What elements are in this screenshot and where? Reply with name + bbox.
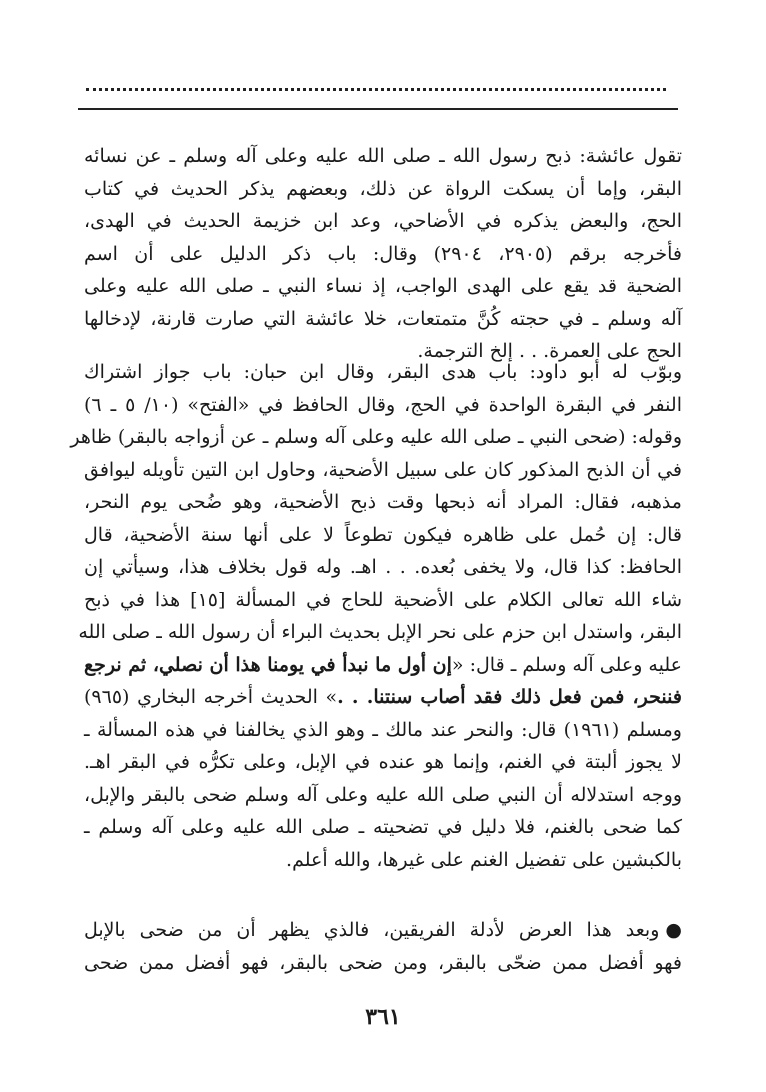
text-line: في أن الذبح المذكور كان على سبيل الأضحية، وحاول ابن التين تأويله ليوافق [84, 458, 682, 481]
text-line: البقر، واستدل ابن حزم على نحر الإبل بحديث البراء أن رسول الله ـ صلى الله [78, 621, 682, 643]
header-rule [78, 108, 678, 110]
text-line: النفر في البقرة الواحدة في الحج، وقال الحافظ في «الفتح» (١٠/ ٥ ـ ٦) [84, 393, 682, 416]
hadith-quote: فننحر، فمن فعل ذلك فقد أصاب سنتنا. . . [337, 686, 682, 708]
paragraph-1 [84, 140, 682, 368]
text-segment: عليه وعلى آله وسلم ـ قال: « [451, 653, 682, 676]
paragraph-2 [70, 356, 682, 876]
text-line: فأخرجه برقم (٢٩٠٥، ٢٩٠٤) وقال: باب ذكر الدليل على أن اسم [84, 242, 682, 265]
text-line: كما ضحى بالغنم، فلا دليل في تضحيته ـ صلى الله عليه وعلى آله وسلم ـ [84, 816, 682, 838]
text-segment: وبعد هذا العرض لأدلة الفريقين، فالذي يظهر أن من ضحى بالإبل [84, 919, 660, 941]
text-line: مذهبه، فقال: المراد أنه ذبحها وقت ذبح الأضحية، وهو ضُحى يوم النحر، [84, 491, 682, 513]
text-line: قال: إن حُمل على ظاهره فيكون تطوعاً لا على أنها سنة الأضحية، قال [84, 523, 682, 546]
text-line: وبوّب له أبو داود: باب هدى البقر، وقال ابن حبان: باب جواز اشتراك [84, 361, 682, 383]
text-segment: » الحديث أخرجه البخاري (٩٦٥) [84, 686, 338, 708]
text-line-with-quote [84, 649, 682, 682]
header-dotted-line [86, 76, 666, 91]
bullet-icon: ● [665, 919, 682, 941]
text-line: ومسلم (١٩٦١) قال: والنحر عند مالك ـ وهو الذي يخالفنا في هذه المسألة ـ [84, 718, 682, 741]
text-line: لا يجوز ألبتة في الغنم، وإنما هو عنده في الإبل، وعلى تكرُّه في البقر اهـ. [84, 751, 682, 773]
text-line: البقر، وإما أن يسكت الرواة عن ذلك، وبعضهم يذكر الحديث في كتاب [84, 177, 682, 200]
hadith-quote: إن أول ما نبدأ في يومنا هذا أن نصلي، ثم نرجع [84, 653, 452, 676]
text-line: الحج على العمرة. . . إلخ الترجمة. [417, 340, 682, 362]
text-line: الضحية قد يقع على الهدى الواجب، إذ نساء النبي ـ صلى الله عليه وعلى [84, 275, 682, 297]
text-line: ووجه استدلاله أن النبي صلى الله عليه وعلى آله وسلم ضحى بالبقر والإبل، [84, 783, 682, 806]
text-line: تقول عائشة: ذبح رسول الله ـ صلى الله عليه وعلى آله وسلم ـ عن نسائه [84, 145, 682, 167]
page-number: ٣٦١ [365, 1004, 401, 1030]
text-line [84, 914, 682, 947]
text-line: الحج، والبعض يذكره في الأضاحي، وعد ابن خزيمة الحديث في الهدى، [84, 210, 682, 232]
paragraph-3 [84, 914, 682, 979]
text-line: فهو أفضل ممن ضحّى بالبقر، ومن ضحى بالبقر، فهو أفضل ممن ضحى [84, 951, 682, 974]
text-line: آله وسلم ـ في حجته كُنَّ متمتعات، خلا عائشة التي صارت قارنة، لإدخالها [84, 307, 682, 330]
text-line: شاء الله تعالى الكلام على الأضحية للحاج في المسألة [١٥] هذا في ذبح [84, 588, 682, 611]
text-line-with-quote [84, 681, 682, 714]
text-line: وقوله: (ضحى النبي ـ صلى الله عليه وعلى آله وسلم ـ عن أزواجه بالبقر) ظاهر [70, 426, 682, 448]
text-line: الحافظ: كذا قال، ولا يخفى بُعده. . . اهـ. وله قول بخلاف هذا، وسيأتي إن [84, 556, 682, 578]
text-line: بالكبشين على تفضيل الغنم على غيرها، والله أعلم. [286, 848, 682, 871]
